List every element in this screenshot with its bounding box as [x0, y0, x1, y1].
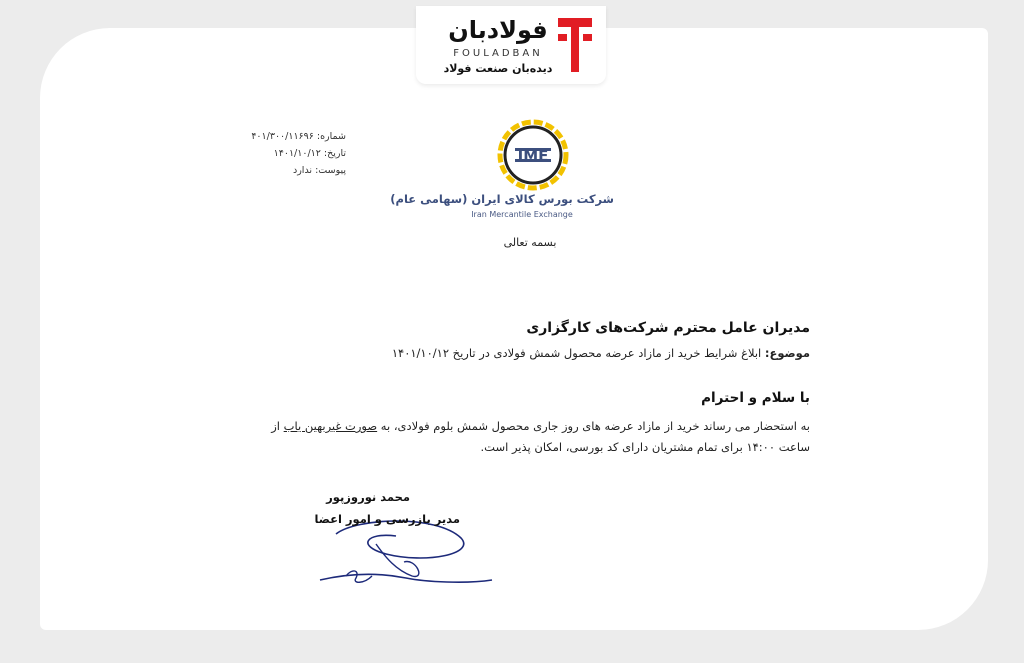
ime-emblem-icon — [496, 118, 570, 192]
brand-name-en: FOULADBAN — [453, 48, 543, 59]
recipient-line: مدیران عامل محترم شرکت‌های کارگزاری — [526, 320, 810, 336]
subject-label: موضوع: — [764, 346, 810, 360]
letter-attachment: پیوست: ندارد — [292, 165, 346, 176]
letter-meta — [236, 128, 346, 179]
brand-tagline: دیده‌بان صنعت فولاد — [443, 62, 553, 75]
ime-emblem-text: IME — [517, 147, 549, 165]
signer-title: مدیر بازرسی و امور اعضا — [314, 512, 460, 526]
letter-date: تاریخ: ۱۴۰۱/۱۰/۱۲ — [273, 148, 346, 159]
letter-number: شماره: ۴۰۱/۳۰۰/۱۱۶۹۶ — [251, 131, 346, 142]
subject-text: ابلاغ شرایط خرید از مازاد عرضه محصول شمش فولادی در تاریخ ۱۴۰۱/۱۰/۱۲ — [391, 346, 762, 360]
org-name-en: Iran Mercantile Exchange — [471, 210, 573, 219]
body-line-1: به استحضار می رساند خرید از مازاد عرضه های روز جاری محصول شمش بلوم فولادی، به صورت غیربهین یاب از — [271, 419, 810, 433]
brand-name-fa: فولادبان — [448, 16, 548, 44]
subject-line — [320, 346, 810, 360]
body-line-2: ساعت ۱۴:۰۰ برای تمام مشتریان دارای کد بورسی، امکان پذیر است. — [480, 440, 810, 454]
invocation: بسمه تعالی — [503, 236, 557, 249]
letter-body — [240, 416, 810, 458]
greeting: با سلام و احترام — [701, 390, 810, 406]
underlined-phrase: صورت غیربهین یاب — [283, 419, 378, 433]
signer-name: محمد نوروزپور — [326, 490, 410, 504]
org-name-fa: شرکت بورس کالای ایران (سهامی عام) — [390, 192, 614, 206]
